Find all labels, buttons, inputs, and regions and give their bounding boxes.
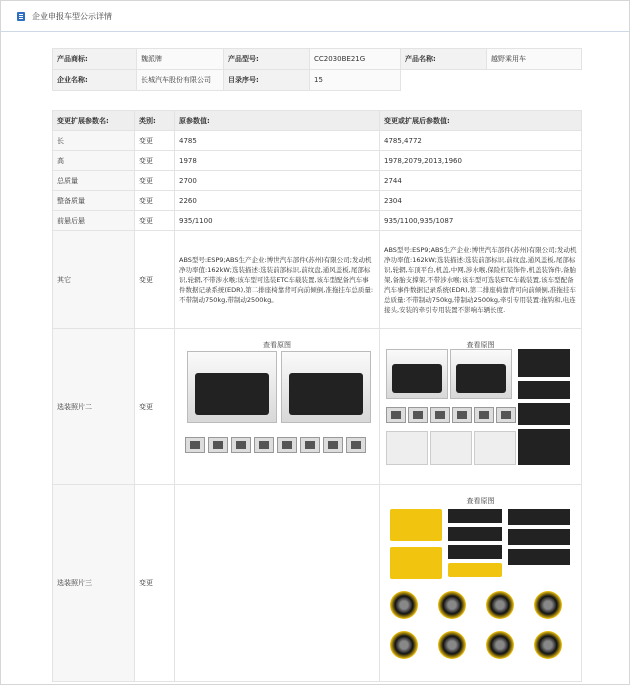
grille-photo <box>448 527 502 541</box>
detail-photo <box>518 381 570 399</box>
door-panel-photo <box>430 431 472 465</box>
param-type: 变更 <box>135 485 175 682</box>
changes-table <box>52 110 582 682</box>
table-row <box>53 211 582 231</box>
param-type: 变更 <box>135 329 175 485</box>
spare-tyre-photo <box>486 631 514 659</box>
photo-cell-new <box>380 329 582 485</box>
param-type: 变更 <box>135 131 175 151</box>
param-new: 935/1100,935/1087 <box>380 211 582 231</box>
view-original-link[interactable]: 查看原图 <box>263 341 291 349</box>
thumbnail <box>408 407 428 423</box>
accessory-photo <box>508 529 570 545</box>
thumbnail <box>474 407 494 423</box>
table-row <box>53 151 582 171</box>
table-row <box>53 329 582 485</box>
brand-value: 魏派牌 <box>137 49 224 70</box>
spare-tyre-photo <box>390 591 418 619</box>
table-row <box>53 485 582 682</box>
param-old: 2260 <box>175 191 380 211</box>
photo-cell-old-empty <box>175 485 380 682</box>
grille-photo <box>448 545 502 559</box>
page-title: 企业申报车型公示详情 <box>32 12 112 21</box>
param-old: 1978 <box>175 151 380 171</box>
spare-tyre-photo <box>534 591 562 619</box>
col-header-old: 原参数值: <box>175 111 380 131</box>
col-header-type: 类别: <box>135 111 175 131</box>
param-name: 选装照片三 <box>53 485 135 682</box>
table-row <box>53 171 582 191</box>
thumbnail <box>430 407 450 423</box>
company-label: 企业名称: <box>53 70 137 91</box>
param-type: 变更 <box>135 191 175 211</box>
thumbnail <box>277 437 297 453</box>
param-old: 2700 <box>175 171 380 191</box>
table-row <box>53 49 582 70</box>
accessory-photo <box>448 563 502 577</box>
param-new: ABS型号:ESP9;ABS生产企业:博世汽车部件(苏州)有限公司;发动机净功率值:162kW;选装描述:选装前部标识,前纹盘,通风盖板,尾部标识,轮辋,车顶平台,机盖,中网,涉水喉,保险杠装饰件,机盖装饰件,备胎架,备胎支撑架,不带涉水喉;该车型可选装ETC车载装置,该车型配备汽车事件数据记录系统(EDR),第二排座椅靠背可向前倾倒,准拖挂车总质量:不带制动750kg,带制动2500kg,牵引专用装置:拖钩和,电连接头,安装的牵引专用装置不影响车辆长度. <box>380 231 582 329</box>
col-header-new: 变更或扩展后参数值: <box>380 111 582 131</box>
photo-cell-new <box>380 485 582 682</box>
photo-cell-old <box>175 329 380 485</box>
thumbnail <box>496 407 516 423</box>
param-name: 其它 <box>53 231 135 329</box>
brand-label: 产品商标: <box>53 49 137 70</box>
param-new: 2744 <box>380 171 582 191</box>
param-name: 选装照片二 <box>53 329 135 485</box>
thumbnail <box>452 407 472 423</box>
param-new: 1978,2079,2013,1960 <box>380 151 582 171</box>
thumbnail <box>346 437 366 453</box>
interior-photo <box>386 349 448 399</box>
spare-tyre-photo <box>438 591 466 619</box>
param-new: 4785,4772 <box>380 131 582 151</box>
param-type: 变更 <box>135 171 175 191</box>
detail-photo <box>518 429 570 465</box>
model-label: 产品型号: <box>224 49 310 70</box>
thumbnail <box>323 437 343 453</box>
door-panel-photo <box>386 431 428 465</box>
model-value: CC2030BE21G <box>310 49 401 70</box>
param-type: 变更 <box>135 211 175 231</box>
param-type: 变更 <box>135 231 175 329</box>
interior-photo <box>187 351 277 423</box>
param-name: 长 <box>53 131 135 151</box>
thumbnail <box>300 437 320 453</box>
view-original-link[interactable]: 查看原图 <box>466 497 495 505</box>
accessory-photo <box>508 509 570 525</box>
view-original-link[interactable]: 查看原图 <box>466 341 495 349</box>
param-name: 整备质量 <box>53 191 135 211</box>
document-icon <box>17 12 25 21</box>
vehicle-photo <box>390 509 442 541</box>
spare-tyre-photo <box>486 591 514 619</box>
basic-info-table <box>52 48 582 91</box>
param-name: 总质量 <box>53 171 135 191</box>
param-old: 4785 <box>175 131 380 151</box>
thumbnail <box>254 437 274 453</box>
table-row <box>53 131 582 151</box>
vehicle-photo <box>390 547 442 579</box>
catalog-value: 15 <box>310 70 401 91</box>
thumbnail <box>386 407 406 423</box>
panel-header <box>1 1 629 32</box>
catalog-label: 目录序号: <box>224 70 310 91</box>
table-row <box>53 191 582 211</box>
interior-photo <box>281 351 371 423</box>
table-row <box>53 231 582 329</box>
spare-tyre-photo <box>438 631 466 659</box>
thumbnail <box>208 437 228 453</box>
accessory-photo <box>508 549 570 565</box>
param-new: 2304 <box>380 191 582 211</box>
param-type: 变更 <box>135 151 175 171</box>
param-old: ABS型号:ESP9;ABS生产企业:博世汽车部件(苏州)有限公司;发动机净功率值:162kW;选装描述:选装前部标识,前纹盘,通风盖板,尾部标识,轮辋,不带涉水喉;该车型可选装ETC车载装置,该车型配备汽车事件数据记录系统(EDR),第二排座椅靠背可向前倾倒,准拖挂车总质量:不带制动750kg,带制动2500kg。 <box>175 231 380 329</box>
spare-tyre-photo <box>534 631 562 659</box>
param-name: 高 <box>53 151 135 171</box>
company-value: 长城汽车股份有限公司 <box>137 70 224 91</box>
product-label: 产品名称: <box>401 49 487 70</box>
thumbnail <box>185 437 205 453</box>
empty-cell <box>401 70 487 91</box>
detail-photo <box>518 403 570 425</box>
door-panel-photo <box>474 431 516 465</box>
table-header-row <box>53 111 582 131</box>
detail-photo <box>518 349 570 377</box>
grille-photo <box>448 509 502 523</box>
product-value: 越野乘用车 <box>487 49 582 70</box>
table-row <box>53 70 582 91</box>
interior-photo <box>450 349 512 399</box>
param-name: 前悬后悬 <box>53 211 135 231</box>
thumbnail <box>231 437 251 453</box>
spare-tyre-photo <box>390 631 418 659</box>
param-old: 935/1100 <box>175 211 380 231</box>
col-header-param: 变更扩展参数名: <box>53 111 135 131</box>
empty-cell <box>487 70 582 91</box>
